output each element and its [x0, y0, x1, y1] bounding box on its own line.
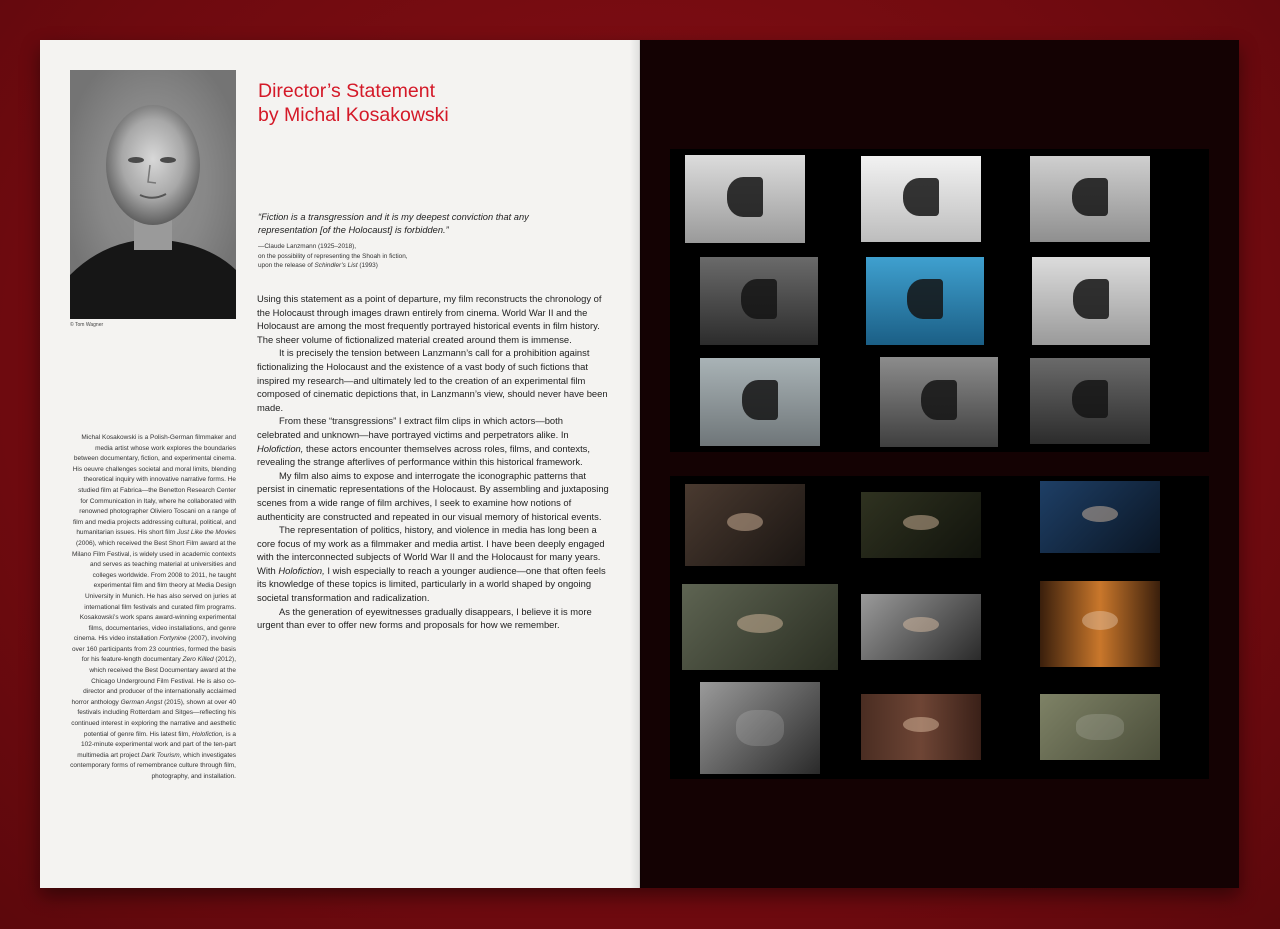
- photo-credit: © Tom Wagner: [70, 322, 104, 328]
- left-page: [40, 40, 640, 888]
- loudspeaker-bw-shape: [1072, 380, 1108, 419]
- epigraph-quote: “Fiction is a transgression and it is my deepest conviction that any representation [of the Holocaust] is forbidden.”: [258, 212, 529, 235]
- quote-citation: [258, 242, 558, 271]
- bio-text-5: (2015), shown at over 40 festivals including Rotterdam and Sitges—reflecting his continued interest in exploring the narrative and aesthetic potential of genre film. His latest film,: [71, 698, 236, 738]
- page-title: [258, 79, 588, 127]
- p5-text-b: I wish especially to reach a younger audience—one that often feels its knowledge of these topics is limited, particularly in a world shaped by ongoing societal transformation and radicalization.: [257, 564, 606, 604]
- citation-prefix: upon the release of: [258, 262, 315, 269]
- bio-film-6: Dark Tourism,: [141, 751, 182, 759]
- face-still-5: [861, 594, 981, 660]
- hand-straw-shape: [736, 710, 784, 747]
- loudspeaker-bw-shape: [741, 279, 776, 319]
- magazine-spread: [40, 40, 1239, 888]
- loudspeaker-bw-shape: [727, 177, 763, 217]
- bio-text-7: which investigates contemporary forms of remembrance culture through film, photography, and installation.: [70, 751, 236, 780]
- p3-film-title: Holofiction,: [257, 442, 304, 454]
- loudspeaker-bw-shape: [742, 380, 778, 420]
- loudspeaker-still-8: [880, 357, 998, 447]
- loudspeaker-still-6: [1032, 257, 1150, 345]
- director-portrait-photo: [70, 70, 236, 319]
- right-page: [640, 40, 1239, 888]
- citation-line-1: —Claude Lanzmann (1925–2018),: [258, 243, 357, 250]
- eyes-slot-shape: [727, 513, 763, 531]
- citation-suffix: (1993): [357, 262, 378, 269]
- bio-film-1: Just Like the Movies: [177, 529, 236, 537]
- loudspeaker-bw-shape: [1073, 279, 1108, 319]
- bio-text-2: (2006), which received the Best Short Film award at the Milano Film Festival, is widely used in academic contexts and serves as teaching material at universities and colleges worldwide. From 2008 to 2011, he taught experimental film and film theory at Media Design University in Munich. He has also served on juries at international film festivals and curated film programs. Kosakowski’s work spans award-winning experimental films, documentaries, video installations, and genre cinema. His video installation: [71, 539, 236, 643]
- paragraph-2: It is precisely the tension between Lanzmann’s call for a prohibition against fictionalizing the Holocaust and the existence of a vast body of such fictions that inspired my research—and ultimately led to the creation of an experimental film composed of cinematic depictions that, in Lanzmann’s view, should never have been made.: [257, 347, 608, 413]
- paragraph-4: My film also aims to expose and interrogate the iconographic patterns that persist in cinematic representations of the Holocaust. By assembling and juxtaposing scenes from a wide range of film archives, I seek to examine how notions of authenticity are constructed and repeated in our visual memory of historical events.: [257, 469, 609, 522]
- face-still-7: [700, 682, 820, 774]
- bio-text-1: Michal Kosakowski is a Polish-German filmmaker and media artist whose work explores the boundaries between documentary, fiction, and experimental cinema. His oeuvre challenges societal and moral limits, blending theoretical inquiry with innovative narrative forms. He studied film at Fabrica—the Benetton Research Center for Communication in Italy, where he collaborated with renowned photographer Oliviero Toscani on a range of film and media projects addressing cultural, political, and humanitarian issues. His short film: [72, 434, 236, 537]
- fabric-hole-shape: [1076, 714, 1124, 740]
- face-still-1: [685, 484, 805, 566]
- face-still-8: [861, 694, 981, 760]
- face-still-3: [1040, 481, 1160, 553]
- bio-text-6: is a 102-minute experimental work and part of the ten-part multimedia art project: [77, 730, 236, 759]
- citation-line-3: [258, 261, 558, 271]
- loudspeaker-stills-grid: [670, 149, 1209, 452]
- face-still-4: [682, 584, 838, 670]
- p5-film-title: Holofiction,: [278, 564, 325, 576]
- bio-film-2: Fortynine: [159, 635, 187, 643]
- director-biography: [70, 433, 236, 783]
- bio-text-3: (2007), involving over 160 participants from 23 countries, formed the basis for his feature-length documentary: [71, 635, 236, 664]
- eye-bw-shape: [903, 617, 939, 632]
- bio-film-3: Zero Killed: [182, 656, 214, 664]
- face-closeup-shape: [737, 614, 784, 633]
- faces-stills-grid: [670, 476, 1209, 779]
- title-line-2: by Michal Kosakowski: [258, 104, 449, 127]
- loudspeaker-bw-shape: [1072, 178, 1108, 217]
- loudspeaker-still-5: [866, 257, 984, 345]
- bio-film-4: German Angst: [120, 698, 163, 706]
- p3-text-b: these actors encounter themselves across roles, films, and contexts, revealing the strange afterlives of performance within this historical framework.: [257, 442, 590, 468]
- paragraph-6: As the generation of eyewitnesses gradually disappears, I believe it is more urgent than ever to offer new forms and proposals for how we remember.: [257, 605, 592, 631]
- loudspeaker-still-2: [861, 156, 981, 242]
- paragraph-1: Using this statement as a point of departure, my film reconstructs the chronology of the Holocaust through images drawn entirely from cinema. World War II and the Holocaust are among the most frequently portrayed historical events in film history. The sheer volume of fictionalized material created around them is immense.: [257, 293, 602, 345]
- loudspeaker-building-shape: [921, 380, 956, 421]
- face-still-9: [1040, 694, 1160, 760]
- paragraph-3: [257, 414, 609, 468]
- p5-text-a: The representation of politics, history, and violence in media has long been a core focus of my work as a filmmaker and media artist. I have been deeply engaged with the interconnected subjects of World War II and the Holocaust for many years. With: [257, 524, 605, 576]
- citation-film-title: Schindler’s List: [314, 262, 358, 269]
- face-helmet-shape: [1082, 506, 1118, 522]
- bio-text-4: (2012), which received the Best Documentary award at the Chicago Underground Film Festival. He is also co-director and producer of the internationally acclaimed horror anthology: [71, 656, 236, 706]
- paragraph-5: [257, 523, 609, 605]
- loudspeaker-still-4: [700, 257, 818, 345]
- face-shadow-shape: [903, 515, 939, 530]
- title-line-1: Director’s Statement: [258, 80, 436, 103]
- eye-door-shape: [1082, 611, 1118, 630]
- p3-text-a: From these “transgressions” I extract film clips in which actors—both celebrated and unknown—have portrayed victims and perpetrators alike. In: [257, 415, 569, 440]
- citation-line-2: on the possibility of representing the Shoah in fiction,: [258, 252, 408, 260]
- bio-film-5: Holofiction,: [191, 730, 225, 738]
- face-still-6: [1040, 581, 1160, 667]
- loudspeaker-cluster-shape: [907, 279, 942, 319]
- loudspeaker-bw-shape: [903, 178, 939, 217]
- loudspeaker-still-9: [1030, 358, 1150, 444]
- eye-wood-shape: [903, 717, 939, 732]
- loudspeaker-still-7: [700, 358, 820, 446]
- loudspeaker-still-3: [1030, 156, 1150, 242]
- face-still-2: [861, 492, 981, 558]
- portrait-illustration: [70, 70, 236, 319]
- loudspeaker-still-1: [685, 155, 805, 243]
- statement-body: [257, 292, 609, 632]
